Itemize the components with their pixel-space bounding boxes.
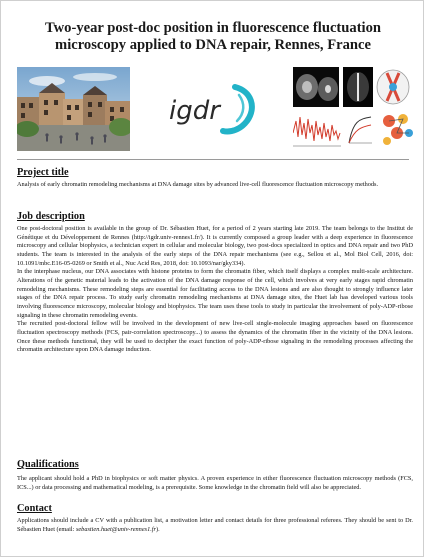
qualifications-paragraph: The applicant should hold a PhD in biophysics or soft matter physics. A proven experience in either fluorescence fluctuation microscopy methods (FCS, ICS...) or data processing and mathematical modeling, is a prerequisite. Some knowledge in the chromatin field will also be appreciated. [17, 475, 413, 491]
job-paragraph-2: In the interphase nucleus, our DNA associates with histone proteins to form the chromatin fiber, which itself displays a complex multi-scale architecture. Alterations of the genetic material leads to the activation of the DNA damage response of the cell, which involves at very early stages rapid chromatin remodeling mechanisms. These remodeling steps are essential for facilitating access to the DNA lesions and are also thought to strongly influence later stages of the DNA repair process. To study early chromatin remodeling mechanisms at DNA damage sites, the Huet lab has developed various tools involving fluorescence microscopy, molecular biology and biophysics. The team uses these tools to study in particular the involvement of poly-ADP-ribose signaling in these chromatin remodeling events. [17, 268, 413, 319]
project-description: Analysis of early chromatin remodeling mechanisms at DNA damage sites by advanced live-cell fluorescence fluctuation microscopy methods. [17, 181, 379, 188]
microscopy-figure [293, 67, 413, 151]
project-title-text [17, 181, 413, 190]
contact-text-before: Applications should include a CV with a publication list, a motivation letter and contact details for three professional referees. They should be sent to Dr. Sébastien Huet (email: [17, 517, 413, 533]
contact-text-after: ). [156, 525, 160, 533]
qualifications-text [17, 475, 413, 492]
job-paragraph-3: The recruited post-doctoral fellow will be involved in the development of new live-cell single-molecule imaging approaches based on fluorescence fluctuation spectroscopy methods (FCS, pair-correlation spectroscopy...) to assess the dynamics of the chromatin fiber in the vicinity of the DNA lesions. Once these methods functional, they will be used to decipher the exact function of poly-ADP-ribose signaling in the remodeling processes affecting the chromatin architecture upon DNA damage induction. [17, 320, 413, 354]
job-description-heading: Job description [17, 211, 85, 222]
rennes-photo [17, 67, 130, 151]
logo-wordmark: igdr [169, 96, 220, 126]
title-line-2: microscopy applied to DNA repair, Rennes, France [55, 37, 371, 53]
header-banner [17, 67, 413, 155]
page-title [15, 20, 411, 54]
title-line-1: Two-year post-doc position in fluorescence fluctuation [44, 20, 382, 36]
contact-paragraph [17, 517, 413, 534]
igdr-logo [165, 81, 261, 137]
job-paragraph-1: One post-doctoral position is available in the group of Dr. Sébastien Huet, for a period of 2 years starting late 2019. The team belongs to the Institut de Génétique et du Développement de Rennes (http://igdr.univ-rennes1.fr/). It is currently composed a group leader with a deep experience in fluorescence microscopy and cellular biophysics, a technician expert in cellular and molecular biology, two post-docs specialized in optics and DNA repair and two PhD students. The team is interested in the analysis of the early steps of the DNA repair mechanisms (see e.g., Sellou et al., Mol Biol Cell, 2016, doi: 10.1091/mbc.E16-05-0269 or Smith et al., Nuc Acid Res, 2018, doi: 10.1093/nar/gky334). [17, 225, 413, 267]
contact-text [17, 517, 413, 534]
job-description-text [17, 225, 413, 355]
contact-heading: Contact [17, 503, 52, 514]
divider [17, 159, 409, 160]
contact-email[interactable]: sebastien.huet@univ-rennes1.fr [75, 525, 156, 533]
qualifications-heading: Qualifications [17, 459, 79, 470]
project-title-heading: Project title [17, 167, 69, 178]
